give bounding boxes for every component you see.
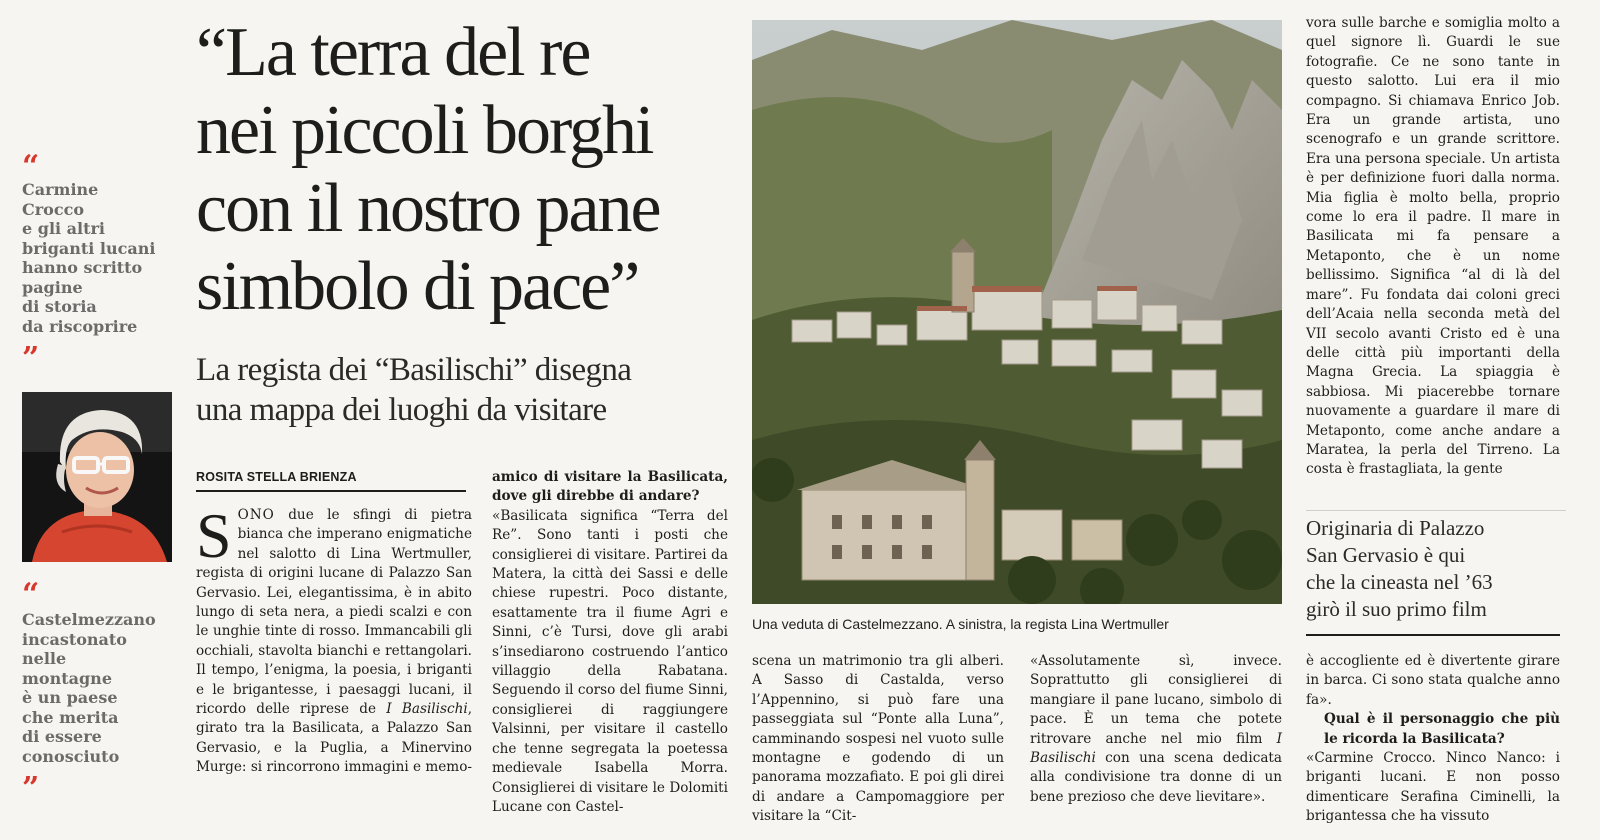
interview-question: amico di visitare la Basilicata, dove gli direbbe di andare? — [492, 469, 728, 505]
photo-caption: Una veduta di Castelmezzano. A sinistra, la regista Lina Wertmuller — [752, 616, 1169, 632]
body-text: , girato tra la Basilicata, a Palazzo San Gervasio, e la Puglia, a Minervino Murge: si rincorrono immagini e memo- — [196, 701, 473, 776]
pull-quote-line: di essere — [22, 727, 102, 746]
portrait-image — [22, 392, 172, 562]
headline-line: “La terra del re — [196, 14, 590, 91]
pull-quote-crocco — [22, 180, 172, 336]
article-column-6 — [1306, 652, 1560, 827]
body-text: «Assolutamente sì, invece. Soprattutto gli consiglierei di mangiare il pane lucano, simbolo di pace. È un tema che potete ritrovare anche nel mio film — [1030, 653, 1282, 747]
pull-quote-castelmezzano — [22, 610, 172, 766]
interview-question: Qual è il personaggio che più le ricorda la Basilicata? — [1324, 711, 1560, 747]
headline-line: nei piccoli borghi — [196, 92, 653, 169]
pull-quote-line: nelle — [22, 649, 67, 668]
body-text: scena un matrimonio tra gli alberi. A Sasso di Castalda, verso l’Appennino, si può fare una passeggiata sul “Ponte alla Luna”, camminando sospesi nel vuoto sulle montagne e godendo di un panorama mozzafiato. E poi gli direi di andare a Campomaggiore per visitare la “Cit- — [752, 653, 1004, 825]
headline-line: simbolo di pace” — [196, 248, 639, 325]
body-text: con una scena dedicata alla condivisione tra donne di un bene prezioso che deve lievitare». — [1030, 750, 1282, 805]
body-text: «Carmine Crocco. Ninco Nanco: i briganti lucani. E non posso dimenticare Serafina Ciminelli, la brigantessa che ha vissuto — [1306, 750, 1560, 825]
body-text: è accogliente ed è divertente girare in barca. Ci sono stata qualche anno fa». — [1306, 653, 1560, 708]
headline — [196, 14, 746, 326]
side-pull-quote-line: Originaria di Palazzo — [1306, 516, 1485, 540]
side-pull-quote — [1306, 510, 1566, 623]
pull-quote-line: hanno scritto — [22, 258, 143, 277]
quote-open-mark: “ — [22, 577, 40, 612]
article-column-1 — [196, 500, 473, 778]
article-column-5 — [1306, 14, 1560, 480]
castelmezzano-photo — [752, 20, 1282, 604]
portrait-photo — [22, 392, 172, 562]
body-text: vora sulle barche e somiglia molto a quel signore lì. Guardi le sue fotografie. Ce ne sono tante in questo salotto. Lui era il mio compagno. Si chiamava Enrico Job. Era un grande artista, uno scenografo e un grande scrittore. Era una persona speciale. Un artista è per definizione fuori dalla norma. Mia figlia è molto bella, proprio come lo era il padre. Il mare in Basilicata mi fa pensare a Metaponto, che è un nome bellissimo. Significa “al di là del mare”. Fu fondata dai coloni greci dell’Acaia nella seconda metà del VII secolo avanti Cristo ed è una delle città più importanti della Magna Grecia. La spiaggia è sabbiosa. Mi piacerebbe tornare nuovamente a guardare il mare di Metaponto, come anche andare a Maratea, la perla del Tirreno. La costa è frastagliata, la gente — [1306, 15, 1560, 478]
article-column-4 — [1030, 652, 1282, 807]
pull-quote-line: incastonato — [22, 629, 127, 649]
pull-quote-line: che merita — [22, 707, 119, 727]
subheadline-line: una mappa dei luoghi da visitare — [196, 392, 607, 428]
side-pull-quote-line: San Gervasio è qui — [1306, 543, 1466, 567]
quote-close-mark: ” — [22, 341, 40, 376]
pull-quote-line: Crocco — [22, 199, 84, 219]
pull-quote-line: è un paese — [22, 688, 118, 707]
pull-quote-line: conosciuto — [22, 746, 120, 766]
film-title: I Basilischi — [1030, 730, 1282, 767]
byline: ROSITA STELLA BRIENZA — [196, 470, 466, 492]
headline-line: con il nostro pane — [196, 170, 660, 247]
drop-cap: S — [196, 500, 232, 571]
pull-quote-line: Castelmezzano — [22, 610, 156, 629]
article-column-3 — [752, 652, 1004, 827]
film-title: I Basilischi — [386, 701, 468, 718]
article-column-2 — [492, 468, 728, 817]
lead-smallcaps: ONO — [237, 507, 275, 523]
pull-quote-line: Carmine — [22, 180, 99, 199]
pull-quote-line: di storia — [22, 297, 97, 316]
quote-open-mark: “ — [22, 149, 40, 184]
pull-quote-line: e gli altri — [22, 219, 106, 238]
body-text: «Basilicata significa “Terra del Re”. Sono tanti i posti che consiglierei di visitare. Partirei da Matera, la città dei Sassi e delle chiese rupestri. Poco distante, esattamente tra il fiume Agri e Sinni, c’è Tursi, dove gli arabi s’insediarono costruendo l’antico villaggio della Rabatana. Seguendo il corso del fiume Sinni, consiglierei di raggiungere Valsinni, per visitare il castello che tenne segregata la poetessa medievale Isabella Morra. Consiglierei di visitare le Dolomiti Lucane con Castel- — [492, 507, 728, 815]
landscape-image — [752, 20, 1282, 604]
body-text: due le sfingi di pietra bianca che imperano enigmatiche nel salotto di Lina Wertmuller, regista di origini lucane di Palazzo San Gervasio. Lei, elegantissima, è in abito lungo di seta nera, a piedi scalzi e con le unghie tinte di rosso. Immancabili gli occhiali, stavolta bianchi e rettangolari. Il tempo, l’enigma, la poesia, i briganti e le brigantesse, i paesaggi lucani, il ricordo delle riprese de — [196, 507, 472, 718]
subheadline — [196, 350, 746, 430]
quote-close-mark: ” — [22, 771, 40, 806]
subheadline-line: La regista dei “Basilischi” disegna — [196, 352, 632, 388]
pull-quote-line: montagne — [22, 668, 112, 688]
divider — [1306, 634, 1560, 636]
pull-quote-line: pagine — [22, 277, 83, 297]
side-pull-quote-line: che la cineasta nel ’63 — [1306, 570, 1493, 594]
pull-quote-line: briganti lucani — [22, 238, 156, 258]
pull-quote-line: da riscoprire — [22, 316, 138, 336]
side-pull-quote-line: girò il suo primo film — [1306, 597, 1487, 621]
